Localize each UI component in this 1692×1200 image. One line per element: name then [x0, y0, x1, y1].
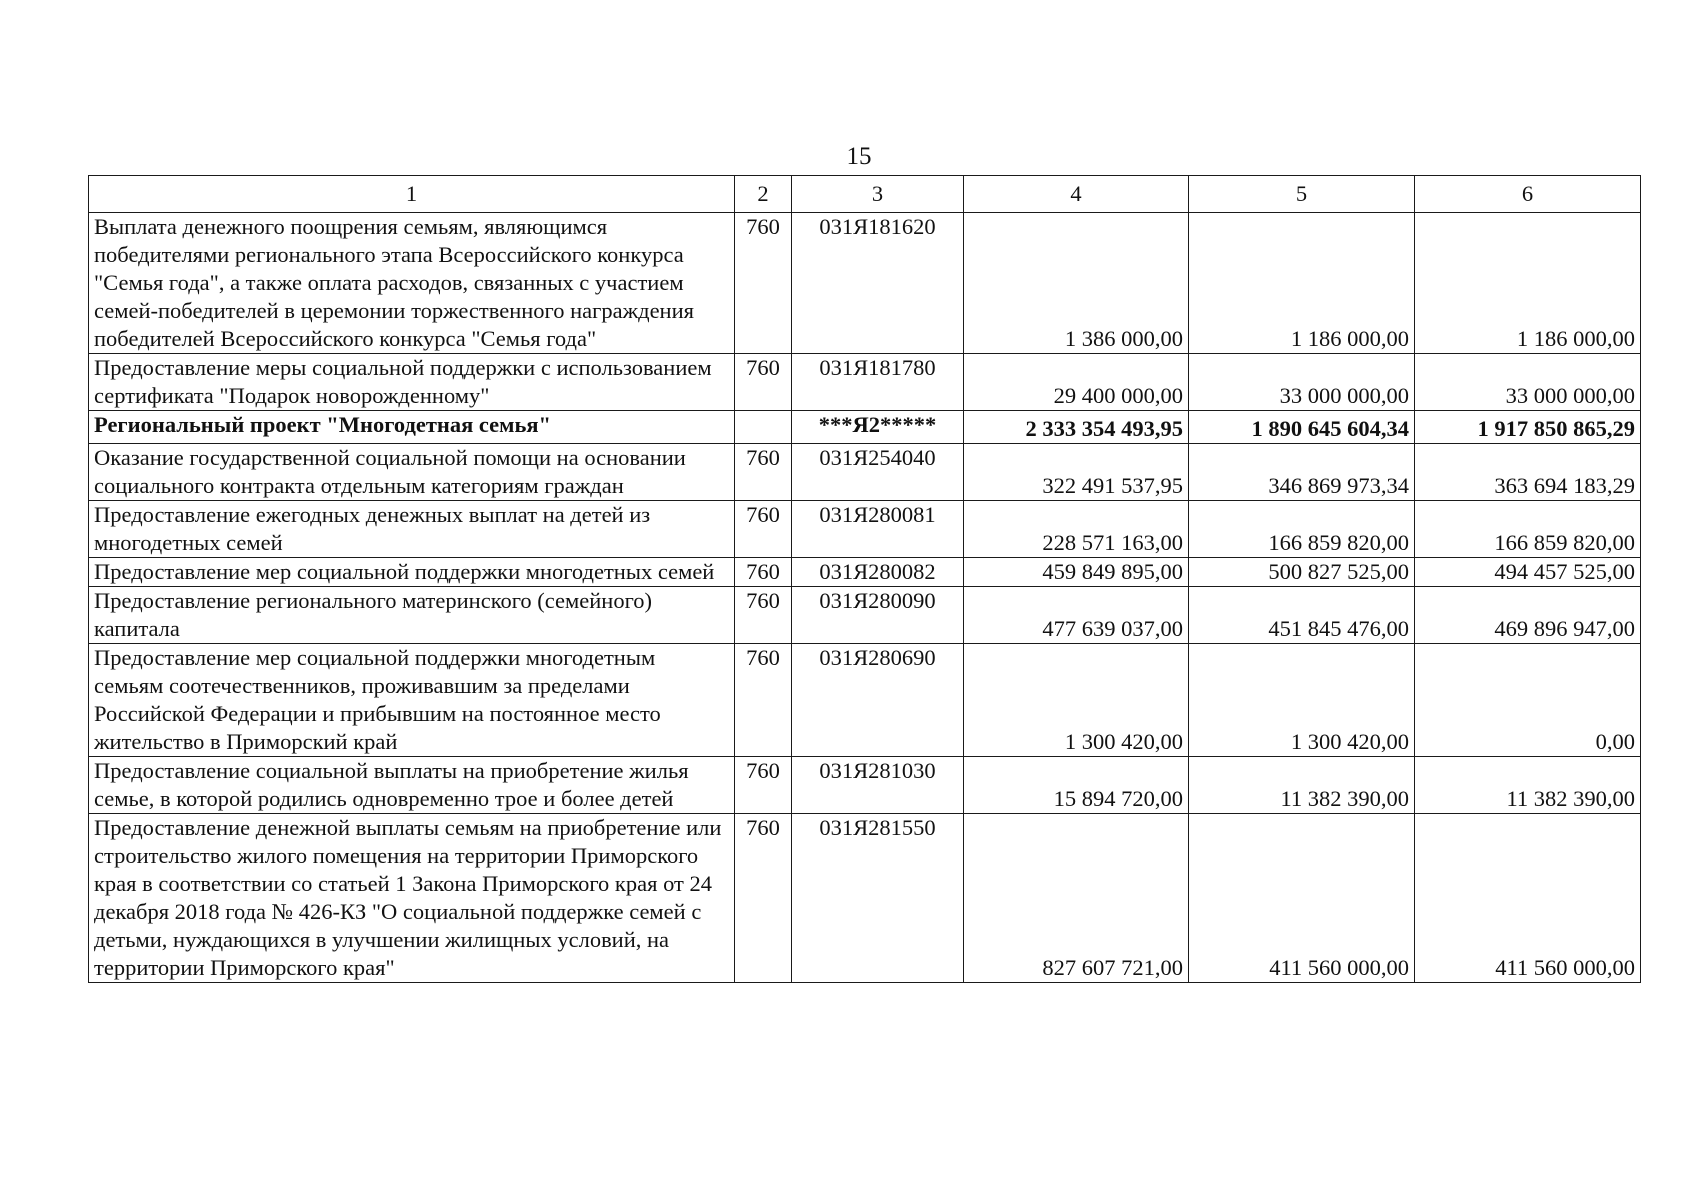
row-name: Предоставление регионального материнского (семейного) капитала — [89, 587, 735, 644]
row-value-5: 346 869 973,34 — [1189, 444, 1415, 501]
row-value-6: 1 917 850 865,29 — [1415, 411, 1641, 444]
row-grbs: 760 — [735, 558, 792, 587]
header-row — [89, 176, 1641, 213]
row-grbs: 760 — [735, 814, 792, 983]
row-value-5: 411 560 000,00 — [1189, 814, 1415, 983]
row-grbs: 760 — [735, 757, 792, 814]
row-code: 031Я280082 — [792, 558, 964, 587]
row-value-5: 166 859 820,00 — [1189, 501, 1415, 558]
row-name: Предоставление денежной выплаты семьям на приобретение или строительство жилого помещения на территории Приморского края в соответствии со статьей 1 Закона Приморского края от 24 декабря 2018 года № 426-КЗ "О социальной поддержке семей с детьми, нуждающихся в улучшении жилищных условий, на территории Приморского края" — [89, 814, 735, 983]
row-value-4: 459 849 895,00 — [964, 558, 1189, 587]
section-name: Региональный проект "Многодетная семья" — [89, 411, 735, 444]
row-code: 031Я181620 — [792, 213, 964, 354]
row-grbs: 760 — [735, 444, 792, 501]
column-header-4: 4 — [964, 176, 1189, 213]
row-grbs: 760 — [735, 354, 792, 411]
row-value-6: 11 382 390,00 — [1415, 757, 1641, 814]
row-value-5: 1 186 000,00 — [1189, 213, 1415, 354]
row-value-5: 1 300 420,00 — [1189, 644, 1415, 757]
row-value-6: 33 000 000,00 — [1415, 354, 1641, 411]
row-code: 031Я280690 — [792, 644, 964, 757]
row-value-6: 411 560 000,00 — [1415, 814, 1641, 983]
table-row — [89, 213, 1641, 354]
row-code: 031Я280090 — [792, 587, 964, 644]
row-grbs — [735, 411, 792, 444]
row-grbs: 760 — [735, 213, 792, 354]
row-value-6: 494 457 525,00 — [1415, 558, 1641, 587]
row-value-4: 1 300 420,00 — [964, 644, 1189, 757]
table-row — [89, 757, 1641, 814]
table-row — [89, 354, 1641, 411]
row-code: ***Я2***** — [792, 411, 964, 444]
column-header-3: 3 — [792, 176, 964, 213]
row-value-5: 500 827 525,00 — [1189, 558, 1415, 587]
row-grbs: 760 — [735, 587, 792, 644]
row-name: Предоставление мер социальной поддержки многодетным семьям соотечественников, проживавшим за пределами Российской Федерации и прибывшим на постоянное место жительство в Приморский край — [89, 644, 735, 757]
row-code: 031Я281550 — [792, 814, 964, 983]
row-name: Оказание государственной социальной помощи на основании социального контракта отдельным категориям граждан — [89, 444, 735, 501]
row-value-6: 363 694 183,29 — [1415, 444, 1641, 501]
row-value-4: 29 400 000,00 — [964, 354, 1189, 411]
row-grbs: 760 — [735, 644, 792, 757]
column-header-2: 2 — [735, 176, 792, 213]
row-value-6: 0,00 — [1415, 644, 1641, 757]
row-value-6: 166 859 820,00 — [1415, 501, 1641, 558]
row-code: 031Я181780 — [792, 354, 964, 411]
row-name: Предоставление меры социальной поддержки с использованием сертификата "Подарок новорожденному" — [89, 354, 735, 411]
row-value-4: 2 333 354 493,95 — [964, 411, 1189, 444]
row-value-6: 469 896 947,00 — [1415, 587, 1641, 644]
row-code: 031Я280081 — [792, 501, 964, 558]
row-name: Предоставление социальной выплаты на приобретение жилья семье, в которой родились одновременно трое и более детей — [89, 757, 735, 814]
row-value-4: 15 894 720,00 — [964, 757, 1189, 814]
row-value-6: 1 186 000,00 — [1415, 213, 1641, 354]
row-code: 031Я254040 — [792, 444, 964, 501]
row-value-5: 451 845 476,00 — [1189, 587, 1415, 644]
row-name: Предоставление ежегодных денежных выплат на детей из многодетных семей — [89, 501, 735, 558]
row-value-5: 33 000 000,00 — [1189, 354, 1415, 411]
page-number: 15 — [846, 143, 872, 170]
row-name: Выплата денежного поощрения семьям, являющимся победителями регионального этапа Всероссийского конкурса "Семья года", а также оплата расходов, связанных с участием семей-победителей в церемонии торжественного награждения победителей Всероссийского конкурса "Семья года" — [89, 213, 735, 354]
row-value-5: 11 382 390,00 — [1189, 757, 1415, 814]
row-value-5: 1 890 645 604,34 — [1189, 411, 1415, 444]
column-header-1: 1 — [89, 176, 735, 213]
section-row — [89, 411, 1641, 444]
row-value-4: 228 571 163,00 — [964, 501, 1189, 558]
row-code: 031Я281030 — [792, 757, 964, 814]
budget-table — [88, 175, 1641, 983]
table-row — [89, 814, 1641, 983]
row-name: Предоставление мер социальной поддержки многодетных семей — [89, 558, 735, 587]
column-header-5: 5 — [1189, 176, 1415, 213]
row-grbs: 760 — [735, 501, 792, 558]
table-row — [89, 558, 1641, 587]
row-value-4: 477 639 037,00 — [964, 587, 1189, 644]
table-row — [89, 501, 1641, 558]
table-row — [89, 644, 1641, 757]
table-row — [89, 444, 1641, 501]
row-value-4: 827 607 721,00 — [964, 814, 1189, 983]
column-header-6: 6 — [1415, 176, 1641, 213]
row-value-4: 322 491 537,95 — [964, 444, 1189, 501]
table-row — [89, 587, 1641, 644]
row-value-4: 1 386 000,00 — [964, 213, 1189, 354]
